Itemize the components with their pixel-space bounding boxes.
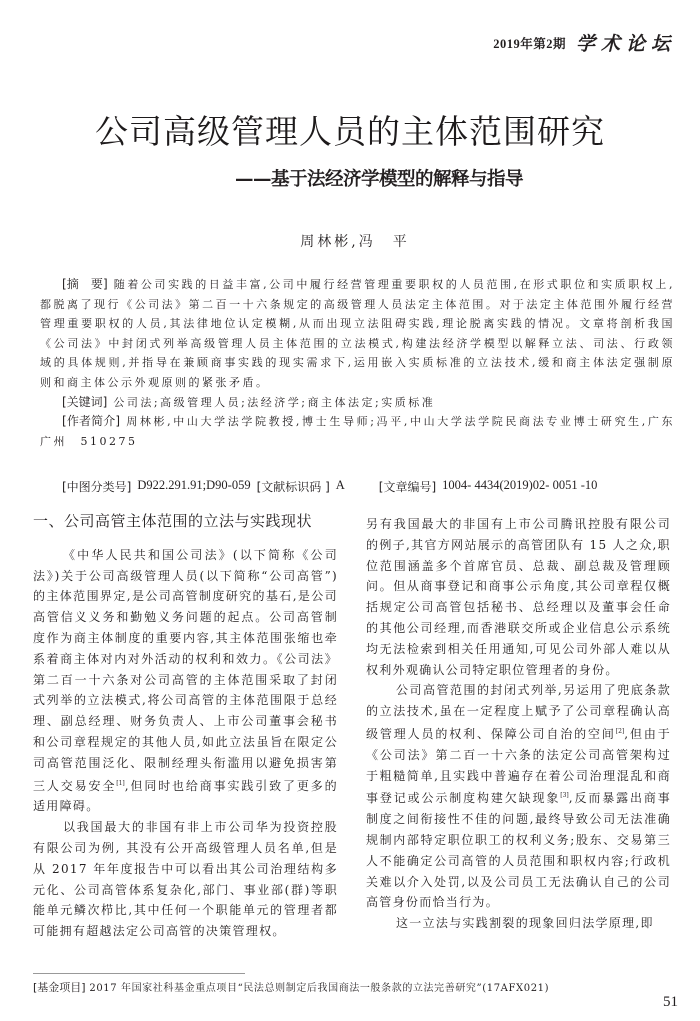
footnote-text: 2017 年国家社科基金重点项目“民法总则制定后我国商法一般条款的立法完善研究”(17AFX021) bbox=[89, 983, 550, 994]
citation-ref[interactable]: [1] bbox=[116, 779, 125, 787]
paragraph: 公司高管范围的封闭式列举,另运用了兜底条款的立法技术,虽在一定程度上赋予了公司章程确认高级管理人员的权利、保障公司自治的空间[2],但由于《公司法》第二百一十六条的法定公司高管架构过于粗糙简单,且实践中普遍存在着公司治理混乱和商事登记或公示制度构建欠缺现象[3],反而暴露出商事制度之间衔接性不佳的问题,最终导致公司无法准确规制内部特定职位职工的权利义务;股东、交易第三人不能确定公司高管的人员范围和职权内容;行政机关难以介入处罚,以及公司员工无法确认自己的公司高管身份而恰当行为。 bbox=[366, 683, 672, 910]
article-no-value: 1004- 4434(2019)02- 0051 -10 bbox=[442, 478, 598, 492]
doc-code-label: [文献标识码 ] bbox=[256, 480, 330, 494]
footnote-divider bbox=[33, 973, 245, 974]
keywords-text: 公司法;高级管理人员;法经济学;商主体法定;实质标准 bbox=[113, 395, 436, 409]
section-heading: 一、公司高管主体范围的立法与实践现状 bbox=[33, 512, 313, 530]
clc-label: [中图分类号] bbox=[62, 480, 132, 494]
author-intro-text: 周林彬,中山大学法学院教授,博士生导师;冯平,中山大学法学院民商法专业博士研究生,广东 广州 510275 bbox=[40, 415, 689, 448]
paragraph: 另有我国最大的非国有上市公司腾讯控股有限公司的例子,其官方网站展示的高管团队有 15 人之众,职位范围涵盖多个首席官员、总裁、副总裁及管理顾问。但从商事登记和商事公示角度,其公司章程仅概括规定公司高管包括秘书、总经理以及董事会任命的其他公司经理,而香港联交所或企业信息公示系统均无法检索到相关任用通知,可见公司外部人难以从权利外观确认公司特定职位管理者的身份。 bbox=[366, 517, 671, 677]
author-intro bbox=[40, 412, 689, 451]
citation-ref[interactable]: [3] bbox=[560, 792, 569, 800]
article-title: 公司高级管理人员的主体范围研究 bbox=[95, 112, 605, 151]
abstract-text: 随着公司实践的日益丰富,公司中履行经营管理重要职权的人员范围,在形式职位和实质职权上,都脱离了现行《公司法》第二百一十六条规定的高级管理人员法定主体范围。对于法定主体范围外履行经营管理重要职权的人员,其法律地位认定模糊,从而出现立法阻碍实践,理论脱离实践的情况。文章将剖析我国《公司法》中封闭式列举高级管理人员主体范围的立法模式,构建法经济学模型以解释立法、司法、行政领域的具体规则,并指导在兼顾商事实践的现实需求下,运用嵌入实质标准的立法技术,缓和商主体法定强制原则和商主体公示外观原则的紧张矛盾。 bbox=[40, 278, 675, 389]
abstract-label: [摘 要] bbox=[62, 277, 108, 291]
article-no-label: [文章编号] bbox=[378, 480, 437, 494]
paragraph: 这一立法与实践割裂的现象回归法学原理,即 bbox=[396, 916, 654, 931]
clc-value: D922.291.91;D90-059 bbox=[137, 478, 251, 492]
footnote bbox=[33, 979, 549, 995]
body-right-column bbox=[366, 514, 671, 934]
paragraph: 以我国最大的非国有非上市公司华为投资控股有限公司为例, 其没有公开高级管理人员名单,但是从 2017 年年度报告中可以看出其公司治理结构多元化、公司高管体系复杂化,部门、事业部(群)等职能单元鳞次栉比,其中任何一个职能单元的管理者都可能拥有超越法定公司高管的决策管理权。 bbox=[33, 820, 338, 939]
keywords-label: [关键词] bbox=[62, 394, 108, 409]
classification-row bbox=[62, 478, 597, 495]
body-left-column bbox=[33, 511, 338, 942]
article-subtitle: ——基于法经济学模型的解释与指导 bbox=[234, 169, 523, 190]
paragraph: 《中华人民共和国公司法》(以下简称《公司法》)关于公司高级管理人员(以下简称“公司高管”)的主体范围界定,是公司高管制度研究的基石,是公司高管信义义务和勤勉义务问题的起点。公司高管制度作为商主体制度的重要内容,其主体范围张缩也牵系着商主体对内对外活动的权利和效力。《公司法》第二百一十六条对公司高管的主体范围采取了封闭式列举的立法模式,将公司高管的主体范围限于总经理、副总经理、财务负责人、上市公司董事会秘书和公司章程规定的其他人员,如此立法虽旨在限定公司高管范围泛化、限制经理头衔滥用以避免损害第三人交易安全[1],但同时也给商事实践引致了更多的适用障碍。 bbox=[33, 547, 338, 814]
article-authors: 周林彬,冯 平 bbox=[300, 234, 410, 250]
abstract-block bbox=[40, 275, 689, 451]
page-number: 51 bbox=[663, 994, 678, 1010]
abstract bbox=[40, 275, 675, 393]
journal-header bbox=[493, 29, 676, 56]
doc-code-value: A bbox=[335, 478, 345, 492]
keywords bbox=[40, 393, 675, 413]
footnote-label: [基金项目] bbox=[33, 981, 86, 994]
citation-ref[interactable]: [2] bbox=[615, 727, 625, 735]
author-intro-label: [作者简介] bbox=[62, 414, 121, 429]
journal-name: 学术论坛 bbox=[575, 33, 676, 55]
issue-label: 2019年第2期 bbox=[493, 36, 566, 51]
